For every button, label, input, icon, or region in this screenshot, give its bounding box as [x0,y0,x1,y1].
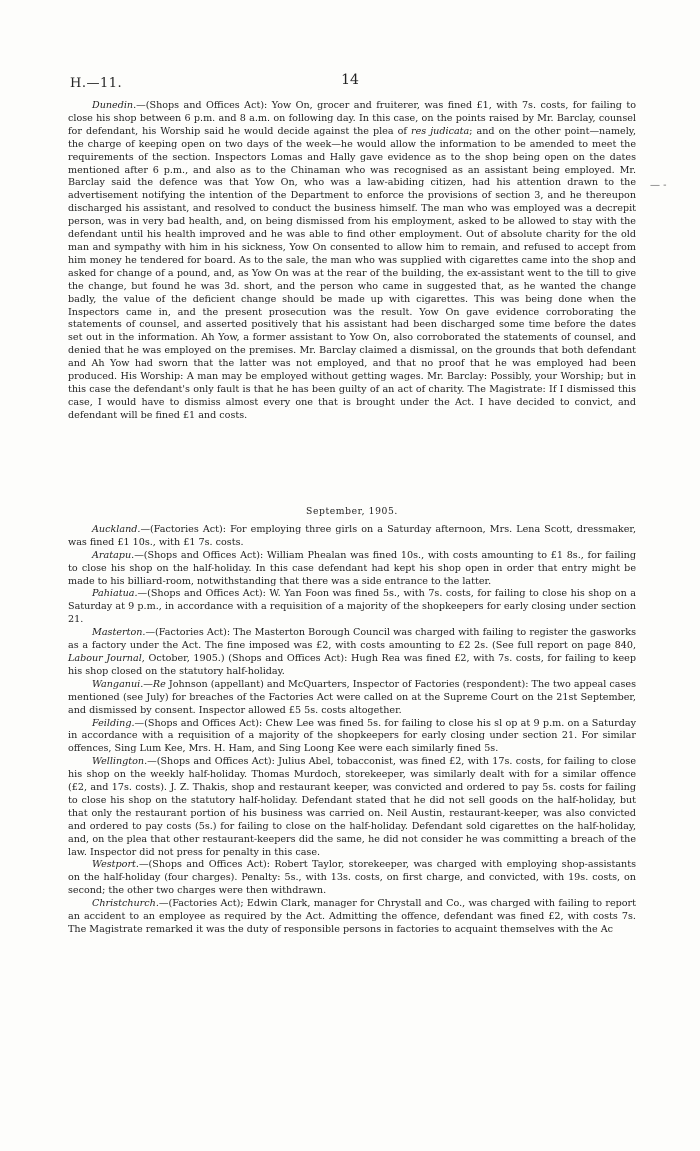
margin-mark: — - [650,180,667,191]
entry-text: —(Shops and Offices Act): Julius Abel, tobacconist, was fined £2, with 17s. costs, for failing to close his shop on the weekly half-holiday. Thomas Murdoch, storekeeper, was similarly dealt with for a similar offence (£2, and 17s. costs). J. Z. Thakis, shop and restaurant keeper, was convicted and ordered to pay 5s. costs for failing to close his shop on the statutory half-holiday. Defendant stated that he did not sell goods on the half-holiday, but that only the restaurant portion of his business was carried on. Neil Austin, restaurant-keeper, was also convicted and ordered to pay costs (5s.) for failing to close on the half-holiday. Defendant sold cigarettes on the half-holiday, and, on the plea that other restaurant-keepers did the same, he did not consider he was committing a breach of the law. Inspector did not press for penalty in this case. [68,756,636,858]
location-wanganui: Wanganui.—Re [92,678,166,690]
entry-text: —(Factories Act): For employing three girls on a Saturday afternoon, Mrs. Lena Scott, dressmaker, was fined £1 10s., with £1 7s. costs. [68,523,636,548]
location-westport: Westport. [92,859,139,871]
entry-text: —(Shops and Offices Act): Chew Lee was fined 5s. for failing to close his sl op at 9 p.m. on a Saturday in accordance with a requisition of a majority of the shopkeepers for early closing under section 21. For similar offences, Sing Lum Kee, Mrs. H. Ham, and Sing Loong Kee were each similarly fined 5s. [68,717,636,755]
entry-christchurch [68,898,636,937]
entry-text: —(Shops and Offices Act): William Phealan was fined 10s., with costs amounting to £1 8s., for failing to close his shop on the half-holiday. In this case defendant had kept his shop open in order that entry might be made to his billiard-room, notwithstanding that there was a side entrance to the latter. [68,549,636,587]
entry-text: , October, 1905.) (Shops and Offices Act): Hugh Rea was fined £2, with 7s. costs, for failing to keep his shop closed on the statutory half-holiday. [68,652,636,677]
location-aratapu: Aratapu. [92,549,135,561]
location-pahiatua: Pahiatua. [92,588,138,600]
series-code: H.—11. [70,76,123,91]
entry-wanganui [68,679,636,718]
entry-text: Johnson (appellant) and McQuarters, Inspector of Factories (respondent): The two appeal cases mentioned (see July) for breaches of the Factories Act were called on at the Supreme Court on the 21st September, and dismissed by consent. Inspector allowed £5 5s. costs altogether. [68,678,636,716]
res-judicata: res judicata [410,125,470,137]
location-auckland: Auckland. [92,523,141,535]
entry-wellington [68,756,636,859]
entry-aratapu [68,550,636,589]
dunedin-text-1: —(Shops and Offices Act): Yow On, grocer and fruiterer, was fined £1, with 7s. costs, for failing to close his shop between 6 p.m. and 8 a.m. on following day. In this case, on the points raised by Mr. Barclay, counsel for defendant, his Worship said he would decide against the plea of [68,100,636,137]
entry-text: —(Shops and Offices Act): Robert Taylor, storekeeper, was charged with employing shop-assistants on the half-holiday (four charges). Penalty: 5s., with 13s. costs, on first charge, and convicted, with 19s. costs, on second; the other two charges were then withdrawn. [68,859,636,897]
entry-feilding [68,718,636,757]
location-dunedin: Dunedin. [92,100,137,111]
entry-westport [68,859,636,898]
entry-auckland [68,524,636,550]
entry-text: —(Factories Act): The Masterton Borough Council was charged with failing to register the gasworks as a factory under the Act. The fine imposed was £2, with costs amounting to £2 2s. (See full report on page 840, [68,627,636,652]
location-feilding: Feilding. [92,717,135,729]
dunedin-text-2: ; and on the other point—namely, the charge of keeping open on two days of the week—he would allow the information to be amended to meet the requirements of the section. Inspectors Lomas and Hally gave evidence as to the shop being open on the dates mentioned after 6 p.m., and also as to the Chinaman who was recognised as an assistant being employed. Mr. Barclay said the defence was that Yow On, who was a law-abiding citizen, had his attention drawn to the advertisement notifying the intention of the Department to enforce the provisions of section 3, and he thereupon discharged his assistant, and resolved to conduct the business himself. The man who was employed was a decrepit person, was in very bad health, and, on being dismissed from his employment, asked to be allowed to stay with the defendant until his health improved and he was able to find other employment. Out of absolute charity for the old man and sympathy with him in his sickness, Yow On consented to allow him to remain, and refused to accept from him money he tendered for board. As to the sale, the man who was supplied with cigarettes came into the shop and asked for change of a pound, and, as Yow On was at the rear of the building, the ex-assistant went to the till to give the change, but found he was 3d. short, and the person who came in suggested that, as he wanted the change badly, the value of the deficient change should be made up with cigarettes. This was being done when the Inspectors came in, and the present prosecution was the result. Yow On gave evidence corroborating the statements of counsel, and asserted positively that his assistant had been discharged some time before the dates set out in the information. Ah Yow, a former assistant to Yow On, also corroborated the statements of counsel, and denied that he was employed on the premises. Mr. Barclay claimed a dismissal, on the grounds that both defendant and Ah Yow had sworn that the latter was not employed, and that no proof that he was employed had been produced. His Worship: A man may be employed without getting wages. Mr. Barclay: Possibly, your Worship; but in this case the defendant's only fault is that he has been guilty of an act of charity. The Magistrate: If I dismissed this case, I would have to dismiss almost every one that is brought under the Act. I have decided to convict, and defendant will be fined £1 and costs. [68,125,636,421]
section-heading: September, 1905. [306,506,398,517]
dunedin-paragraph [68,100,636,423]
dunedin-section [68,100,636,423]
journal-title: Labour Journal [68,652,142,664]
location-wellington: Wellington. [92,756,148,768]
entry-masterton [68,627,636,679]
page-number: 14 [341,72,359,88]
location-masterton: Masterton. [92,627,146,639]
location-christchurch: Christchurch. [92,898,159,910]
entry-text: —(Factories Act); Edwin Clark, manager for Chrystall and Co., was charged with failing to report an accident to an employee as required by the Act. Admitting the offence, defendant was fined £2, with costs 7s. The Magistrate remarked it was the duty of responsible persons in factories to acquaint themselves with the Ac [68,898,636,935]
entry-text: —(Shops and Offices Act): W. Yan Foon was fined 5s., with 7s. costs, for failing to close his shop on a Saturday at 9 p.m., in accordance with a requisition of a majority of the shopkeepers for early closing under section 21. [68,588,636,626]
september-section [68,506,636,937]
entry-pahiatua [68,588,636,627]
